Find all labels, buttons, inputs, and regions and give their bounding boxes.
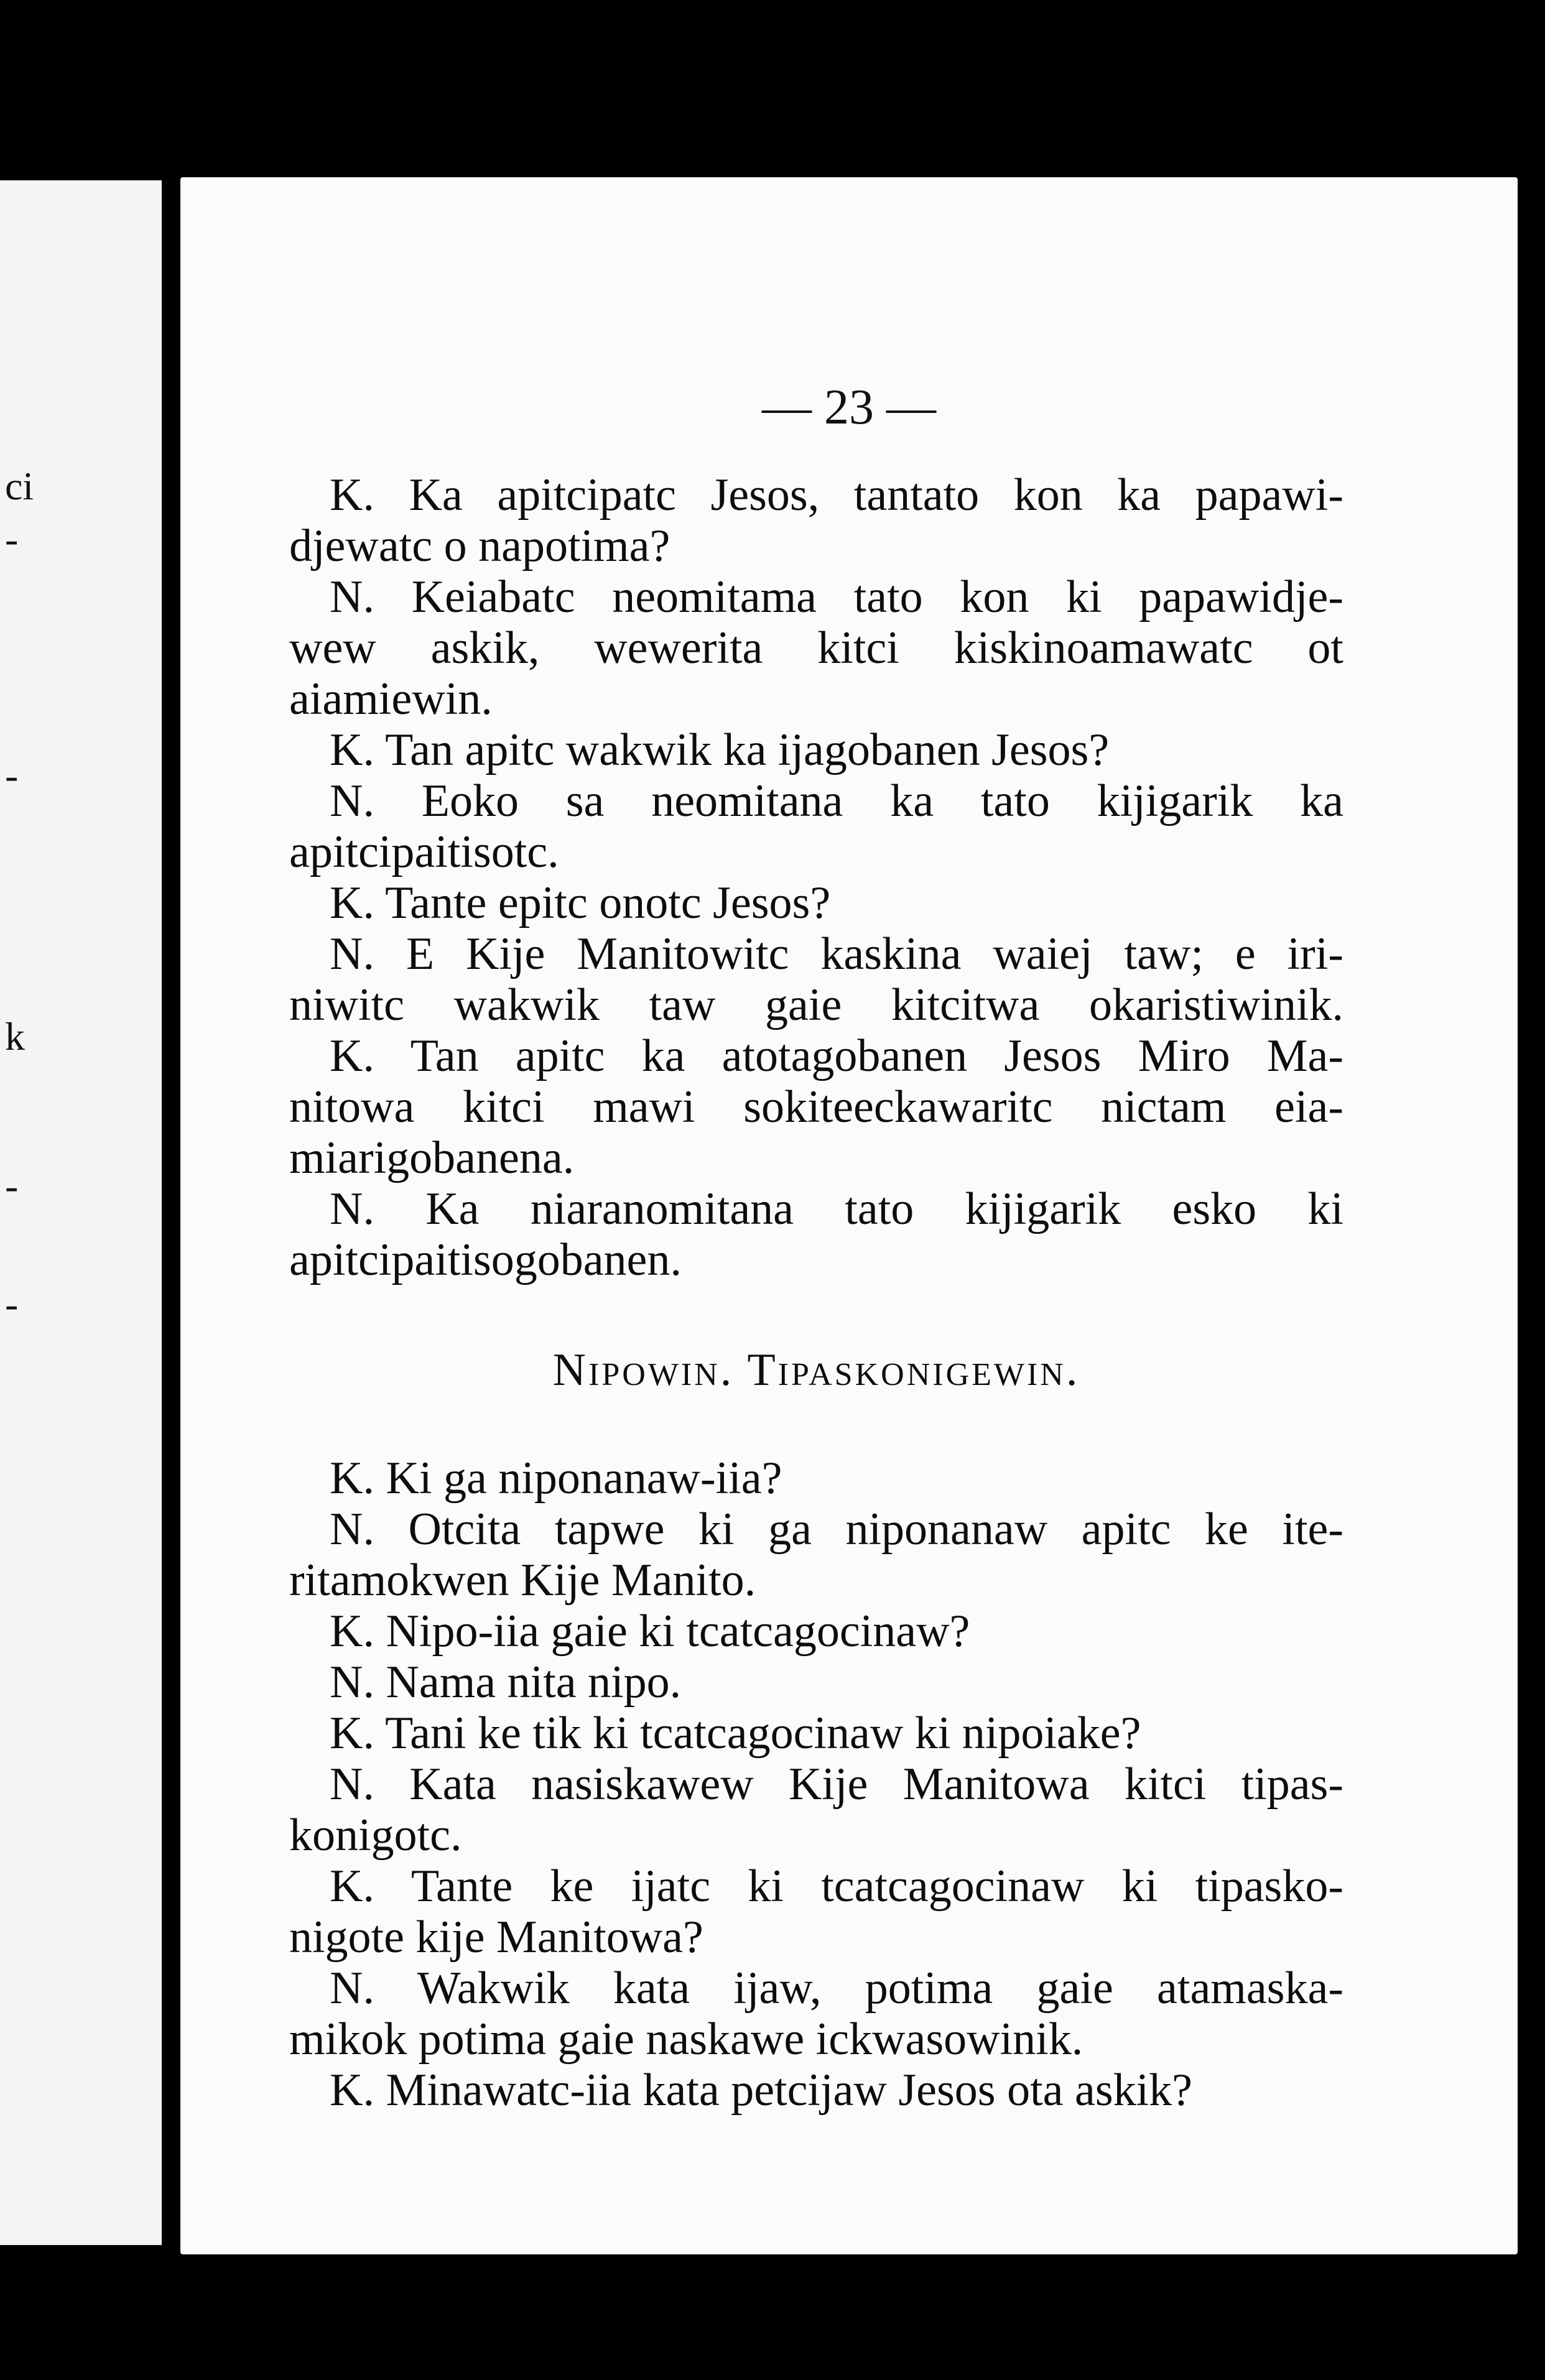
page-body	[289, 470, 1343, 2116]
text-line: N. Kata nasiskawew Kije Manitowa kitci tipas-	[330, 1759, 1343, 1810]
text-line: K. Minawatc-iia kata petcijaw Jesos ota askik?	[330, 2065, 1193, 2116]
margin-fragment: -	[5, 1282, 19, 1326]
text-line: miarigobanena.	[289, 1132, 575, 1183]
margin-fragment: -	[5, 1164, 19, 1208]
page-number: — 23 —	[762, 380, 936, 435]
text-line: K. Ka apitcipatc Jesos, tantato kon ka papawi-	[330, 470, 1343, 521]
text-line: ritamokwen Kije Manito.	[289, 1555, 756, 1606]
text-line: K. Tante ke ijatc ki tcatcagocinaw ki tipasko-	[330, 1861, 1343, 1912]
text-line: N. Nama nita nipo.	[330, 1657, 682, 1708]
margin-fragment: k	[5, 1014, 25, 1058]
text-line: konigotc.	[289, 1810, 462, 1861]
text-line: K. Tante epitc onotc Jesos?	[330, 877, 831, 928]
text-line: N. Otcita tapwe ki ga niponanaw apitc ke ite-	[330, 1504, 1343, 1555]
text-line: N. Keiabatc neomitama tato kon ki papawidje-	[330, 572, 1343, 623]
text-line: K. Tan apitc wakwik ka ijagobanen Jesos?	[330, 725, 1110, 776]
adjacent-page-strip	[0, 180, 162, 2245]
text-line: N. Wakwik kata ijaw, potima gaie atamaska-	[330, 1963, 1343, 2014]
text-line: apitcipaitisogobanen.	[289, 1234, 682, 1285]
section-heading: Nipowin. Tipaskonigewin.	[552, 1345, 1080, 1396]
margin-fragment: -	[5, 517, 19, 561]
margin-fragment: ci	[5, 464, 34, 508]
text-line: K. Tan apitc ka atotagobanen Jesos Miro Ma-	[330, 1030, 1343, 1081]
text-line: N. Eoko sa neomitana ka tato kijigarik ka	[330, 776, 1343, 827]
text-line: nigote kije Manitowa?	[289, 1912, 703, 1963]
text-line: K. Ki ga niponanaw-iia?	[330, 1453, 782, 1504]
margin-fragment: -	[5, 753, 19, 797]
text-line: djewatc o napotima?	[289, 521, 670, 572]
text-line: aiamiewin.	[289, 674, 493, 725]
text-line: K. Tani ke tik ki tcatcagocinaw ki nipoiake?	[330, 1708, 1141, 1759]
text-line: K. Nipo-iia gaie ki tcatcagocinaw?	[330, 1606, 970, 1657]
text-line: nitowa kitci mawi sokiteeckawaritc nictam eia-	[289, 1081, 1343, 1132]
text-line: N. Ka niaranomitana tato kijigarik esko ki	[330, 1183, 1343, 1234]
text-line: apitcipaitisotc.	[289, 827, 559, 877]
text-line: wew askik, wewerita kitci kiskinoamawatc ot	[289, 623, 1343, 674]
text-line: N. E Kije Manitowitc kaskina waiej taw; e iri-	[330, 928, 1343, 979]
text-line: mikok potima gaie naskawe ickwasowinik.	[289, 2014, 1083, 2065]
text-line: niwitc wakwik taw gaie kitcitwa okaristiwinik.	[289, 979, 1343, 1030]
